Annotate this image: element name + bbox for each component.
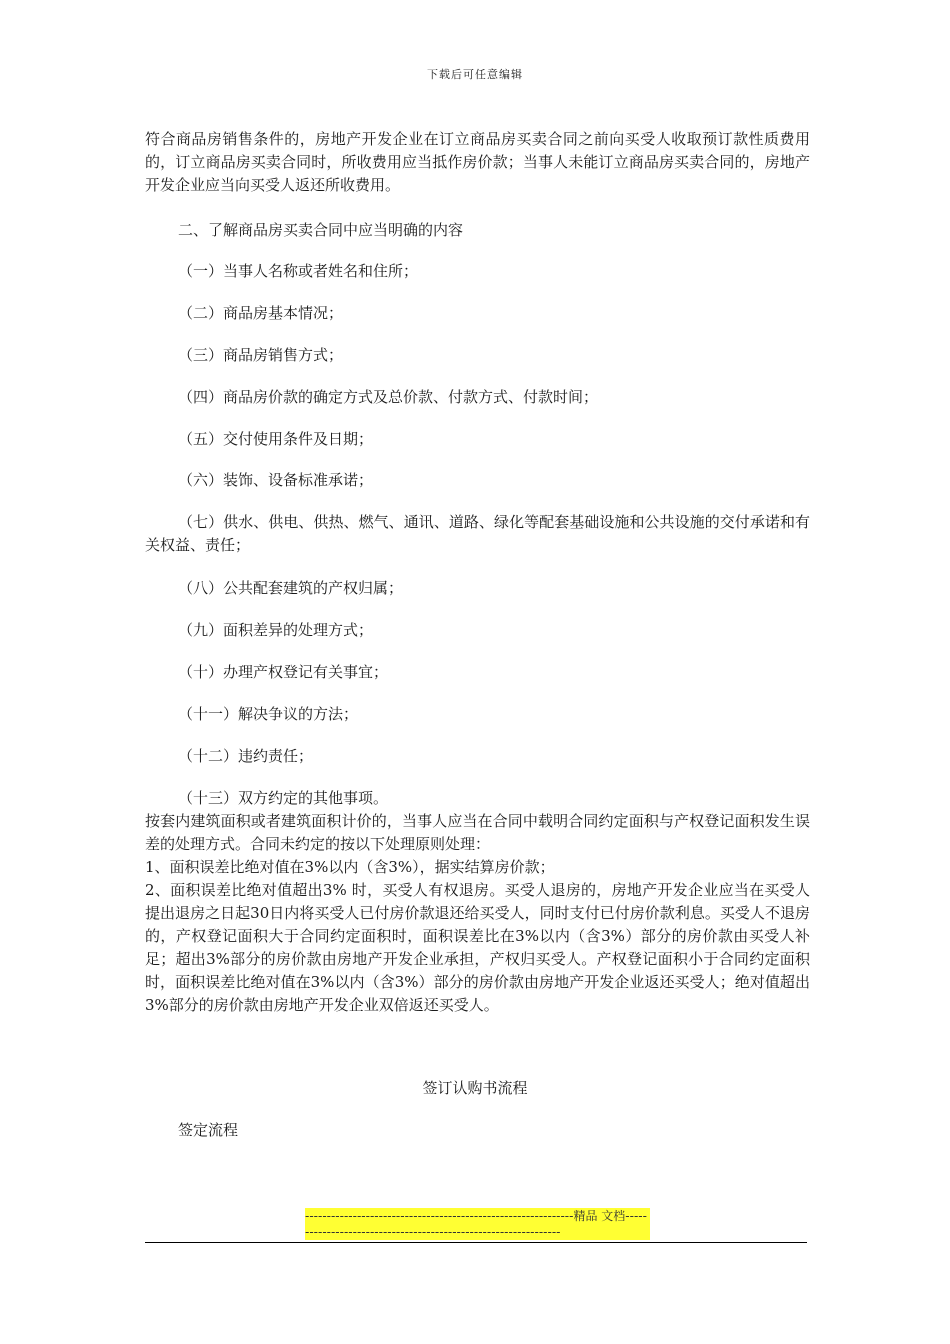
paragraph-rule-2: 2、面积误差比绝对值超出3% 时，买受人有权退房。买受人退房的，房地产开发企业应当在买受人提出退房之日起30日内将买受人已付房价款退还给买受人，同时支付已付房价款利息。买受人不退房的，产权登记面积大于合同约定面积时，面积误差比在3%以内（含3%）部分的房价款由买受人补足；超出3%部分的房价款由房地产开发企业承担，产权归买受人。产权登记面积小于合同约定面积时，面积误差比绝对值在3%以内（含3%）部分的房价款由房地产开发企业返还买受人；绝对值超出3%部分的房价款由房地产开发企业双倍返还买受人。	[145, 881, 810, 1014]
page-header: 下载后可任意编辑	[427, 68, 523, 81]
list-item-3: （三）商品房销售方式；	[178, 346, 344, 364]
list-item-12: （十二）违约责任；	[178, 747, 314, 765]
section-heading-contract-contents: 二、了解商品房买卖合同中应当明确的内容	[178, 221, 464, 239]
list-item-6: （六）装饰、设备标准承诺；	[178, 471, 374, 489]
list-item-9: （九）面积差异的处理方式；	[178, 621, 374, 639]
section-title-subscription-process: 签订认购书流程	[422, 1079, 528, 1097]
list-item-7: （七）供水、供电、供热、燃气、通讯、道路、绿化等配套基础设施和公共设施的交付承诺和有关权益、责任；	[145, 513, 810, 554]
list-item-8: （八）公共配套建筑的产权归属；	[178, 579, 404, 597]
list-item-2: （二）商品房基本情况；	[178, 304, 344, 322]
list-item-4: （四）商品房价款的确定方式及总价款、付款方式、付款时间；	[178, 388, 599, 406]
paragraph-intro: 符合商品房销售条件的，房地产开发企业在订立商品房买卖合同之前向买受人收取预订款性质费用的，订立商品房买卖合同时，所收费用应当抵作房价款；当事人未能订立商品房买卖合同的，房地产开发企业应当向买受人返还所收费用。	[145, 130, 810, 194]
list-item-13: （十三）双方约定的其他事项。	[178, 789, 389, 807]
list-item-10: （十）办理产权登记有关事宜；	[178, 663, 389, 681]
paragraph-rule-1: 1、面积误差比绝对值在3%以内（含3%），据实结算房价款；	[145, 858, 555, 876]
list-item-1: （一）当事人名称或者姓名和住所；	[178, 262, 419, 280]
list-item-11: （十一）解决争议的方法；	[178, 705, 359, 723]
footer-divider	[145, 1242, 807, 1243]
list-item-5: （五）交付使用条件及日期；	[178, 430, 374, 448]
subheading-signing-process: 签定流程	[178, 1121, 239, 1139]
paragraph-area-pricing: 按套内建筑面积或者建筑面积计价的，当事人应当在合同中载明合同约定面积与产权登记面积发生误差的处理方式。合同未约定的按以下处理原则处理：	[145, 812, 810, 853]
footer-watermark: --------------------------------------------------------------精品 文档----------------------------------------------------------------	[305, 1208, 650, 1240]
